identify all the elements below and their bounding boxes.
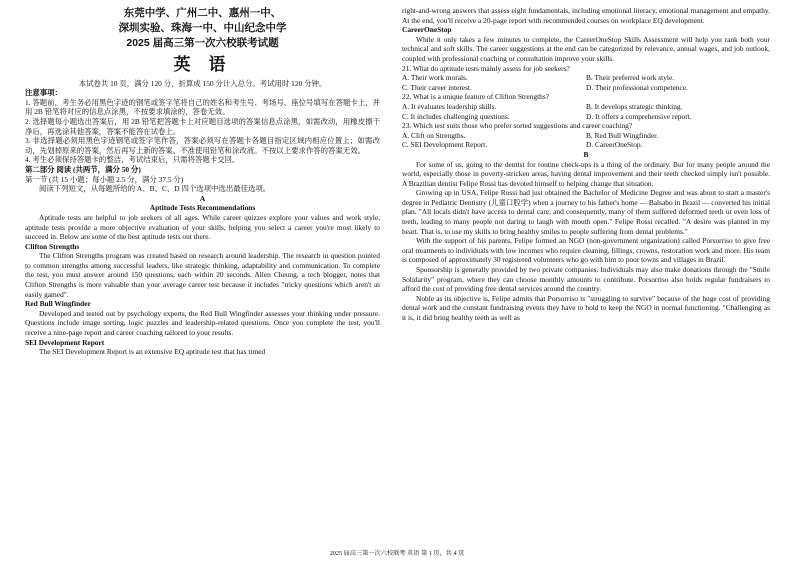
subsection-title-redbull: Red Bull Wingfinder: [25, 299, 91, 309]
question-21: [402, 64, 770, 93]
passage-a-intro: Aptitude tests are helpful to job seekers of all ages. While career quizzes explore your values and work style, aptitude tests provide a more objective evaluation of your skills, helping you select a career you're most likely to succeed in. Below are some of the best aptitude tests out there.: [25, 212, 380, 242]
passage-b-paragraph-1: For some of us, going to the dentist for routine check-ups is a thing of the ordinary. But for many people around the world, especially those in poverty-stricken areas, having dental improvement and their teeth checked simply isn't possible. A Brazilian dentist Felipe Rossi has devoted himself to helping change that situation.: [402, 159, 770, 188]
question-23: [402, 121, 770, 150]
question-stem: 21. What do aptitude tests mainly assess for job seekers?: [402, 63, 570, 73]
note-item: 3. 非选择题必须用黑色字迹钢笔或签字笔作答，答案必须写在答题卡各题目指定区域内相应位置上；如需改动，先划掉原来的答案，然后再写上新的答案，不准使用铅笔和涂改液。不按以上要求作答的答案无效。: [25, 136, 380, 155]
reading-instruction: 阅读下列短文，从每题所给的 A、B、C、D 四个选项中选出最佳选项。: [39, 184, 271, 194]
notes-heading: 注意事项：: [25, 88, 62, 98]
option-d: D. CareerOneStop.: [586, 140, 643, 150]
passage-a-title: Aptitude Tests Recommendations: [149, 203, 256, 213]
option-c: C. It includes challenging questions.: [402, 111, 510, 121]
note-item: 4. 考生必须保持答题卡的整洁，考试结束后，只需将答题卡交回。: [25, 155, 240, 165]
part2-title: 第二部分 阅读 (共两节，满分 50 分): [25, 164, 141, 174]
option-c: C. Their career interest.: [402, 82, 472, 92]
right-column: [402, 6, 770, 323]
page-footer: 2025 届高三第一次六校联考 英语 第 1 页，共 4 页: [329, 550, 465, 557]
exam-info: 本试卷共 10 页，满分 120 分，折算成 150 分计入总分。考试用时 120 分钟。: [78, 78, 327, 88]
subsection-text-redbull: Developed and tested out by psychology experts, the Red Bull Wingfinder assesses your thinking under pressure. Questions include image sorting, logic puzzles and leadership-related questions. Once you complete the test, you'll receive a nine-page report and career coaching tailored to your results.: [25, 308, 380, 338]
subsection-text-clifton: The Clifton Strengths program was created based on research around leadership. The research in question pointed to common strengths among successful leaders, like strategic thinking, adaptability and communication. To complete the test, you must answer around 150 questions, each within 20 seconds. Allen Cheung, a tech blogger, notes that Clifton Strengths is more valuable than your average career test because it includes "tricky questions which aren't as easily gamed".: [25, 251, 380, 299]
subsection-text-sei-start: The SEI Development Report is an extensive EQ aptitude test that has timed: [39, 347, 266, 357]
subsection-title-careeronestop: CareerOneStop: [402, 25, 452, 35]
section1-title: 第一节 (共 15 小题；每小题 2.5 分，满分 37.5 分): [25, 174, 184, 184]
subsection-text-sei-continued: right-and-wrong answers that assess eight fundamentals, including emotional literacy, emotional management and empathy. At the end, you'll receive a 20-page report with recommended courses on workplace EQ development.: [402, 6, 770, 25]
subsection-title-clifton: Clifton Strengths: [25, 241, 80, 251]
note-item: 1. 答题前，考生务必用黑色字迹的钢笔或签字笔将自己的姓名和考生号、考场号、座位号填写在答题卡上，并用 2B 铅笔将对应的信息点涂黑，不按要求填涂的，答卷无效。: [25, 97, 380, 117]
schools-line-1: 东莞中学、广州二中、惠州一中、: [123, 7, 282, 19]
option-d: D. Their professional competence.: [586, 82, 688, 92]
left-column: [25, 6, 380, 357]
option-c: C. SEI Development Report.: [402, 140, 488, 150]
option-b: B. Their preferred work style.: [586, 73, 675, 83]
subsection-text-careeronestop: While it only takes a few minutes to complete, the CareerOneStop Skills Assessment will help you rank both your technical and soft skills. The career suggestions at the end can be categorized by relevance, annual wages, and job outlook, coupled with professional coaching or consultation improve your skills.: [402, 34, 770, 63]
passage-b-paragraph-4: Sponsorship is generally provided by two private companies. Individuals may also make donations through the "Smile Solidarity" program, where they can choose monthly amounts to contribute. Porsorriso also holds regular fundraisers to afford the cost of providing free dental services around the country.: [402, 265, 770, 294]
passage-a-letter: A: [199, 193, 206, 203]
option-a: A. Their work morals.: [402, 73, 468, 83]
question-stem: 23. Which test suits those who prefer sorted suggestions and career coaching?: [402, 121, 633, 131]
passage-b-letter: B: [583, 149, 589, 159]
question-22: [402, 92, 770, 121]
passage-b-paragraph-2: Growing up in USA, Felipe Rossi had just obtained the Bachelor of Medicine Degree and was about to start a master's degree in Pediatric Dentistry (儿童口腔学) when a journey to his father's home — Balsabo in Brazil — converted his initial plan. "All locals didn't have access to dental care, and consequently, many of them suffered deformed teeth or even loss of teeth, leading to many people not daring to laugh with mouth open." Felipe Rossi recalled. "A desire was planted in my heart. That is, to use my skills to bring healthy smiles to people suffering from dental problems.": [402, 188, 770, 236]
schools-line-2: 深圳实验、珠海一中、中山纪念中学: [118, 22, 287, 35]
option-a: A. It evaluates leadership skills.: [402, 101, 497, 111]
subject-title: 英 语: [173, 54, 232, 75]
option-d: D. It offers a comprehensive report.: [586, 111, 692, 121]
passage-b-paragraph-5: Noble as its objective is, Felipe admits that Porsorriso is "struggling to survive" because of the huge cost of providing dental work and the constant fundraising events they have to hold to keep the NGO in normal functioning. "Challenging as it is, it did bring healthy teeth as well as: [402, 293, 770, 322]
exam-title: 2025 届高三第一次六校联考试题: [126, 37, 279, 50]
option-a: A. Clift on Strengths.: [402, 130, 466, 140]
note-item: 2. 选择题每小题选出答案后，用 2B 铅笔把答题卡上对应题目选项的答案信息点涂黑，如需改动，用橡皮擦干净后，再选涂其他答案，答案不能答在试卷上。: [25, 116, 380, 136]
subsection-title-sei: SEI Development Report: [25, 337, 105, 347]
option-b: B. It develops strategic thinking.: [586, 101, 683, 111]
passage-b-paragraph-3: With the support of his parents, Felipe formed an NGO (non-government organization) called Porsorriso to give free oral treatments to individuals with low incomes who require cleaning, fillings, crowns, restoration work and more. His team is composed of approximately 30 registered volunteers who go with him to poor towns and villages in Brazil.: [402, 236, 770, 265]
option-b: B. Red Bull Wingfinder.: [586, 130, 659, 140]
question-stem: 22. What is a unique feature of Clifton Strengths?: [402, 92, 550, 102]
